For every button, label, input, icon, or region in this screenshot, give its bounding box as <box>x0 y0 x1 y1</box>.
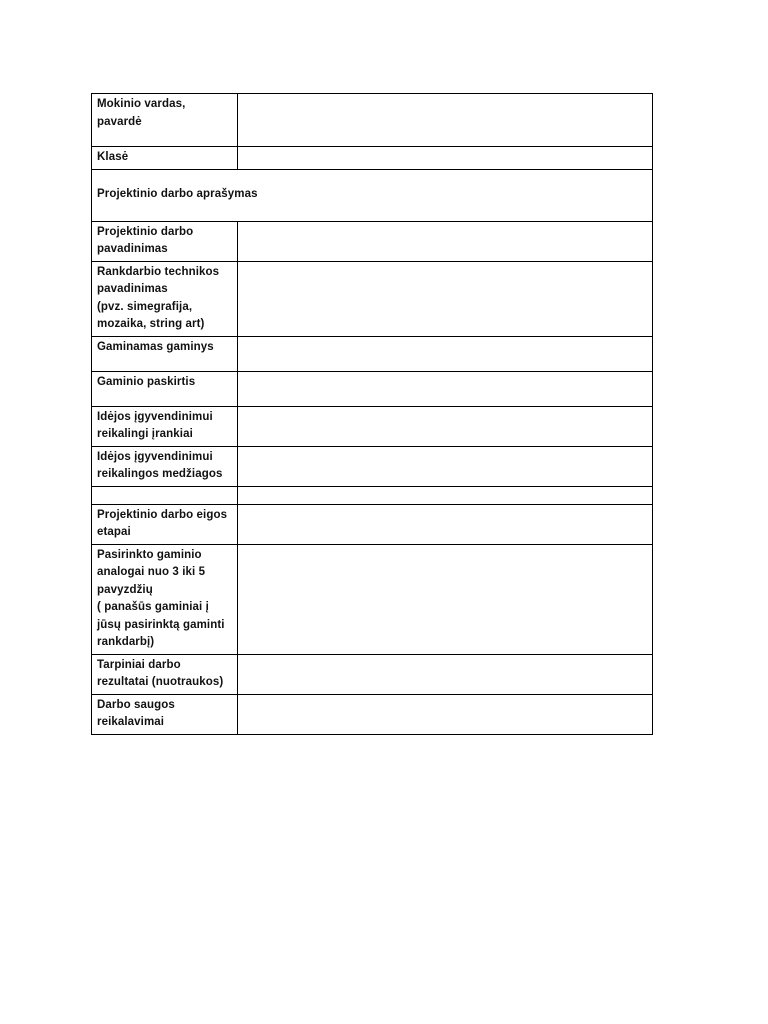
label-cell-product-purpose: Gaminio paskirtis <box>92 371 238 406</box>
table-row <box>92 654 653 694</box>
label-cell-craft-technique: Rankdarbio technikos pavadinimas (pvz. simegrafija, mozaika, string art) <box>92 261 238 336</box>
table-row <box>92 446 653 486</box>
table-row <box>92 147 653 170</box>
label-cell-work-stages: Projektinio darbo eigos etapai <box>92 504 238 544</box>
label-cell-safety-requirements: Darbo saugos reikalavimai <box>92 694 238 734</box>
label-cell-interim-results: Tarpiniai darbo rezultatai (nuotraukos) <box>92 654 238 694</box>
table-row <box>92 406 653 446</box>
table-row <box>92 371 653 406</box>
section-heading-project-description: Projektinio darbo aprašymas <box>92 169 653 221</box>
project-form-table <box>91 93 653 735</box>
table-row <box>92 221 653 261</box>
table-row <box>92 169 653 221</box>
value-cell-tools[interactable] <box>238 406 653 446</box>
table-row <box>92 94 653 147</box>
label-cell-materials: Idėjos įgyvendinimui reikalingos medžiagos <box>92 446 238 486</box>
value-cell-class[interactable] <box>238 147 653 170</box>
label-cell-class: Klasė <box>92 147 238 170</box>
value-cell-craft-technique[interactable] <box>238 261 653 336</box>
value-cell-product-purpose[interactable] <box>238 371 653 406</box>
label-cell-product: Gaminamas gaminys <box>92 336 238 371</box>
table-row <box>92 261 653 336</box>
label-cell-empty <box>92 486 238 504</box>
table-row <box>92 504 653 544</box>
label-cell-student-name: Mokinio vardas, pavardė <box>92 94 238 147</box>
value-cell-project-title[interactable] <box>238 221 653 261</box>
table-row <box>92 336 653 371</box>
value-cell-safety-requirements[interactable] <box>238 694 653 734</box>
table-row <box>92 694 653 734</box>
value-cell-student-name[interactable] <box>238 94 653 147</box>
table-row <box>92 486 653 504</box>
value-cell-product[interactable] <box>238 336 653 371</box>
value-cell-materials[interactable] <box>238 446 653 486</box>
value-cell-interim-results[interactable] <box>238 654 653 694</box>
label-cell-analogues: Pasirinkto gaminio analogai nuo 3 iki 5 pavyzdžių ( panašūs gaminiai į jūsų pasirinktą gaminti rankdarbį) <box>92 544 238 654</box>
label-cell-tools: Idėjos įgyvendinimui reikalingi įrankiai <box>92 406 238 446</box>
label-cell-project-title: Projektinio darbo pavadinimas <box>92 221 238 261</box>
table-row <box>92 544 653 654</box>
value-cell-empty[interactable] <box>238 486 653 504</box>
value-cell-work-stages[interactable] <box>238 504 653 544</box>
value-cell-analogues[interactable] <box>238 544 653 654</box>
